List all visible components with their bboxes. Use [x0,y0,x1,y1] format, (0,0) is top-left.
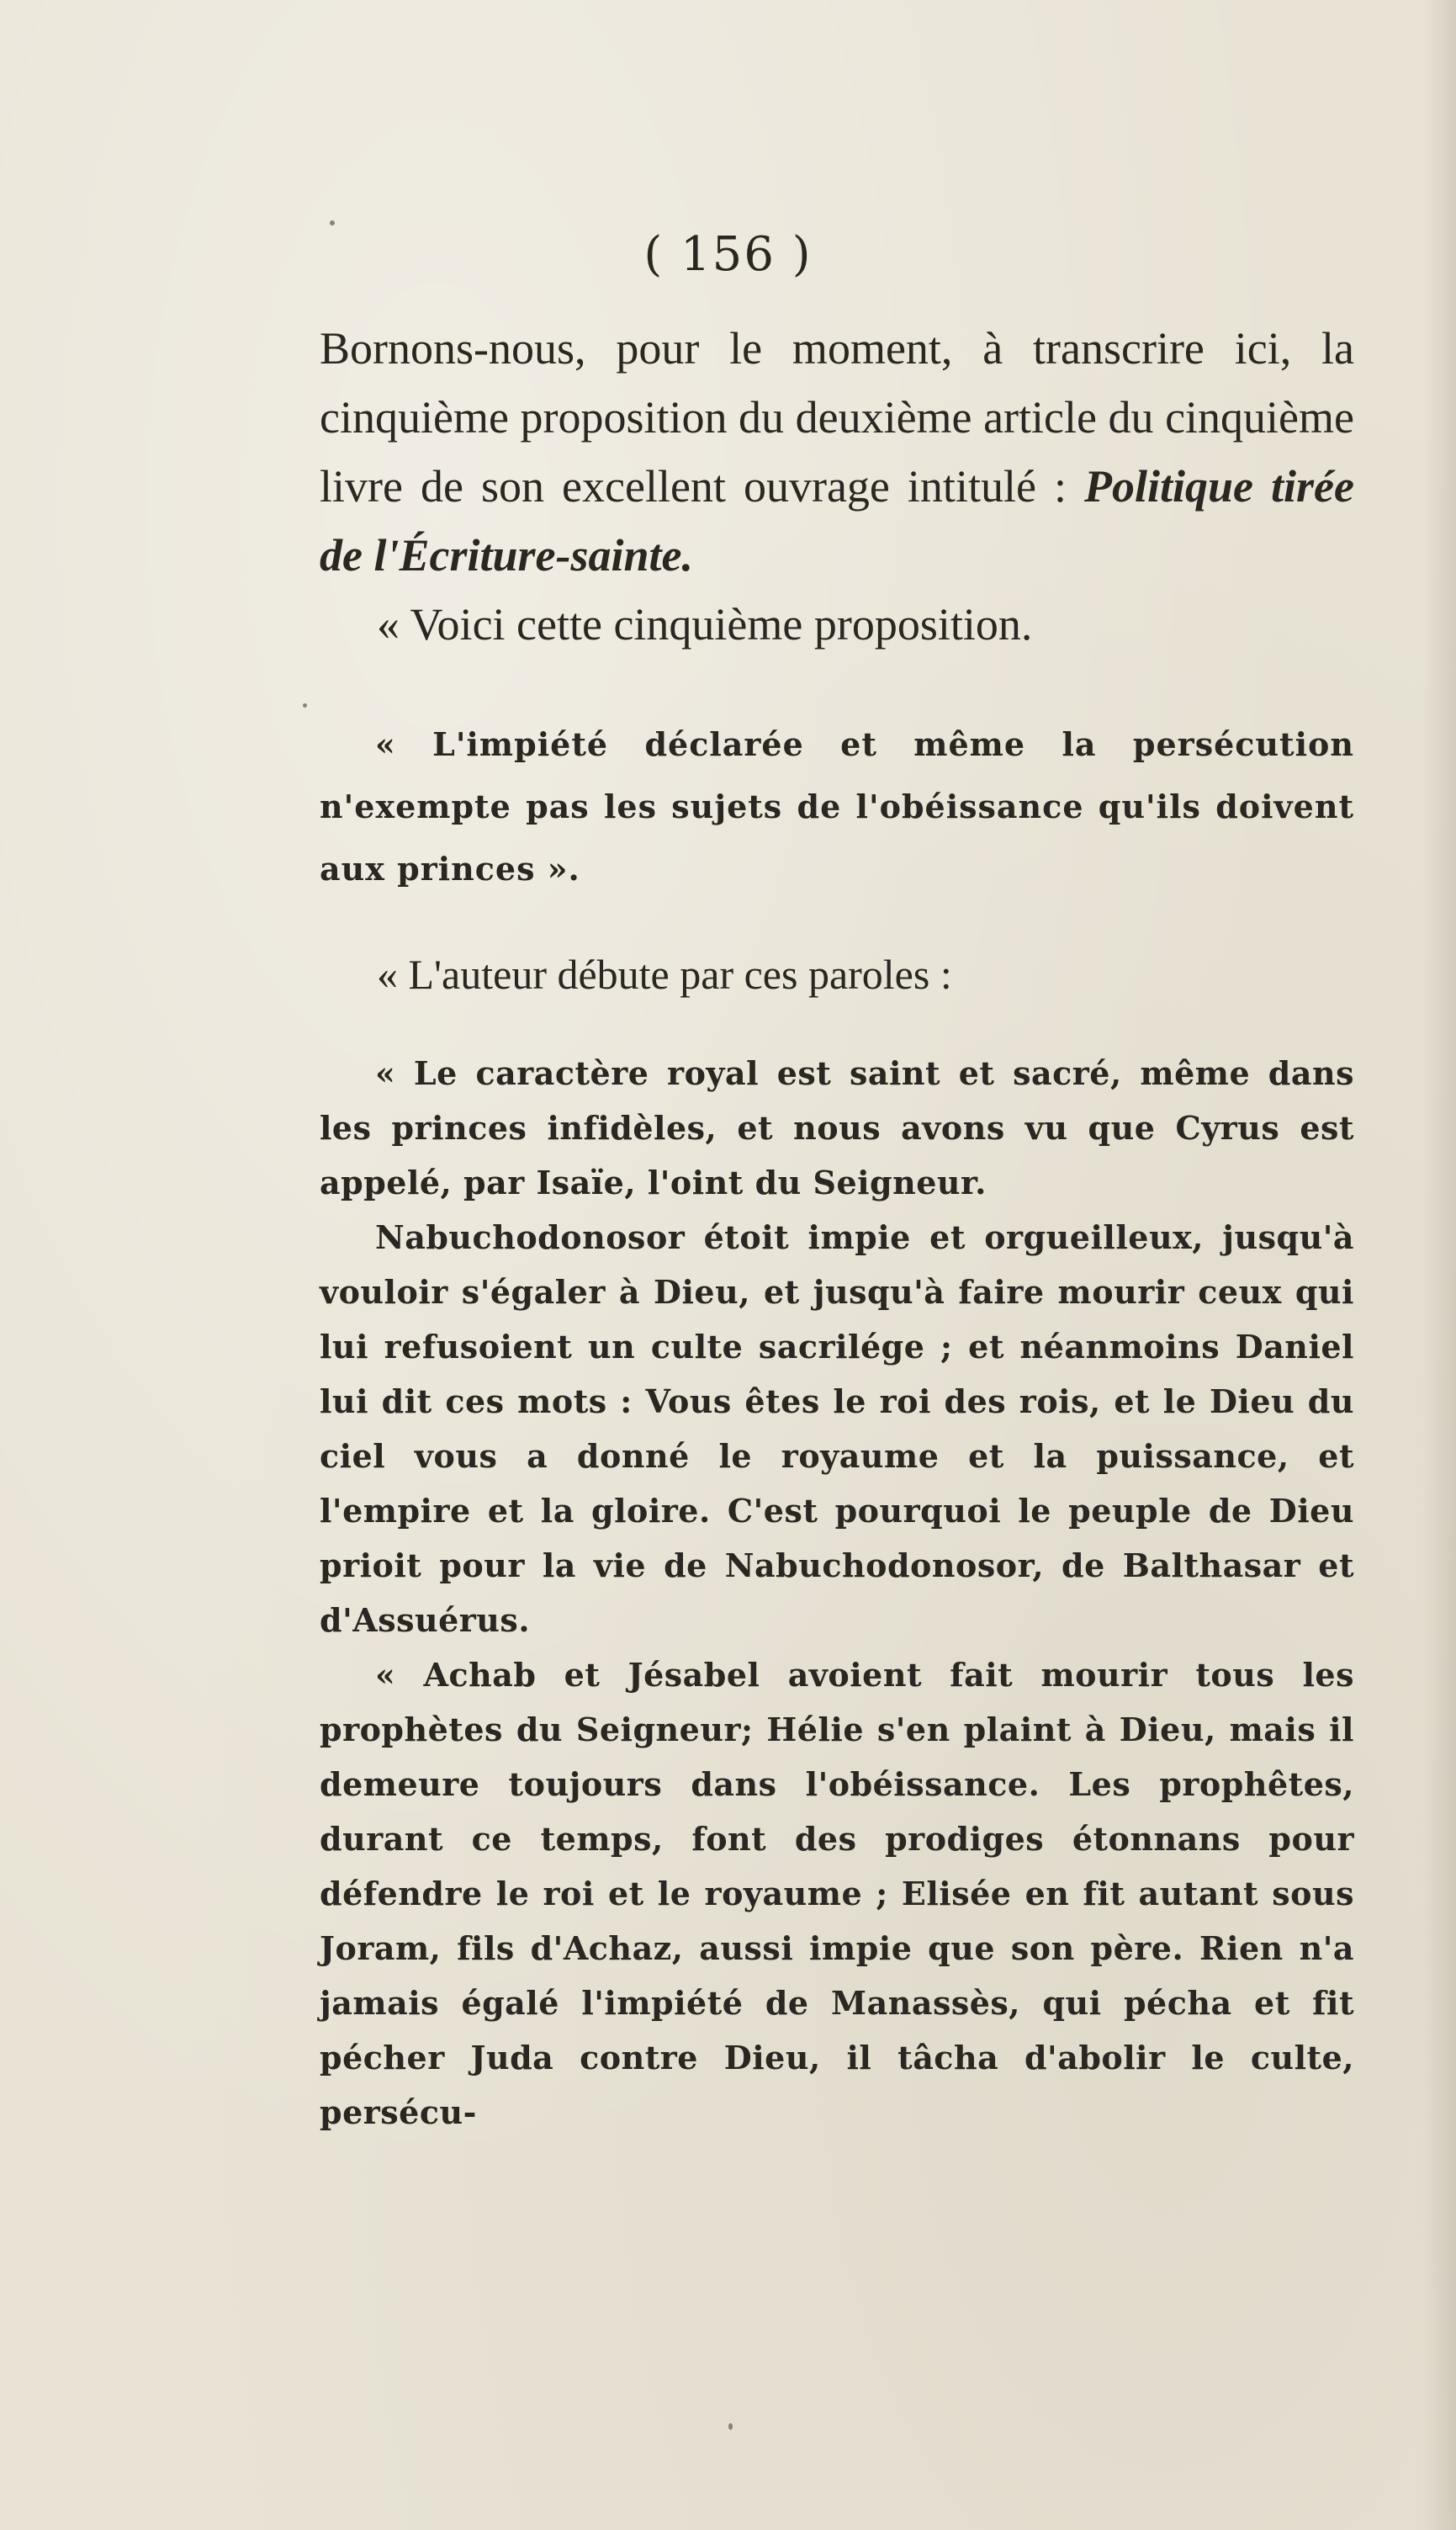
book-title: Politique tirée de l'Écriture-sainte. [320,461,1354,581]
paragraph: « Le caractère royal est saint et sacré, même dans les princes infidèles, et nous avons vu que Cyrus est appelé, par Isaïe, l'oint du Seigneur. [320,1054,1354,1201]
author-intro-text: « L'auteur débute par ces paroles : [377,951,952,998]
proposition-quote [320,713,1354,900]
announce-line: « Voici cette cinquième proposition. [377,599,1033,650]
intro-line-text: Bornons-nous, pour le moment, à transcrire ici, la cinquième proposition du deuxième article du cinquième livre de son excellent ouvrage intitulé : [320,323,1354,512]
paper-speck [330,220,335,225]
body-text [320,1046,1354,2140]
intro-paragraph [320,314,1354,659]
paper-speck [303,703,307,708]
page-edge-shadow [1422,0,1456,2530]
page-number: ( 156 ) [643,227,813,282]
author-intro [320,941,1354,1008]
paragraph: « Achab et Jésabel avoient fait mourir tous les prophètes du Seigneur; Hélie s'en plaint à Dieu, mais il demeure toujours dans l'obéissance. Les prophêtes, durant ce temps, font des prodiges étonnans pour défendre le roi et le royaume ; Elisée en fit autant sous Joram, fils d'Achaz, aussi impie que son père. Rien n'a jamais égalé l'impiété de Manassès, qui pécha et fit pécher Juda contre Dieu, il tâcha d'abolir le culte, persécu- [320,1656,1354,2131]
intro-text [320,314,1354,590]
paper-speck [728,2423,733,2430]
proposition-text: « L'impiété déclarée et même la persécution n'exempte pas les sujets de l'obéissance qu'ils doivent aux princes ». [320,725,1354,888]
paragraph: Nabuchodonosor étoit impie et orgueilleux, jusqu'à vouloir s'égaler à Dieu, et jusqu'à faire mourir ceux qui lui refusoient un culte sacrilége ; et néanmoins Daniel lui dit ces mots : Vous êtes le roi des rois, et le Dieu du ciel vous a donné le royaume et la puissance, et l'empire et la gloire. C'est pourquoi le peuple de Dieu prioit pour la vie de Nabuchodonosor, de Balthasar et d'Assuérus. [320,1218,1354,1639]
